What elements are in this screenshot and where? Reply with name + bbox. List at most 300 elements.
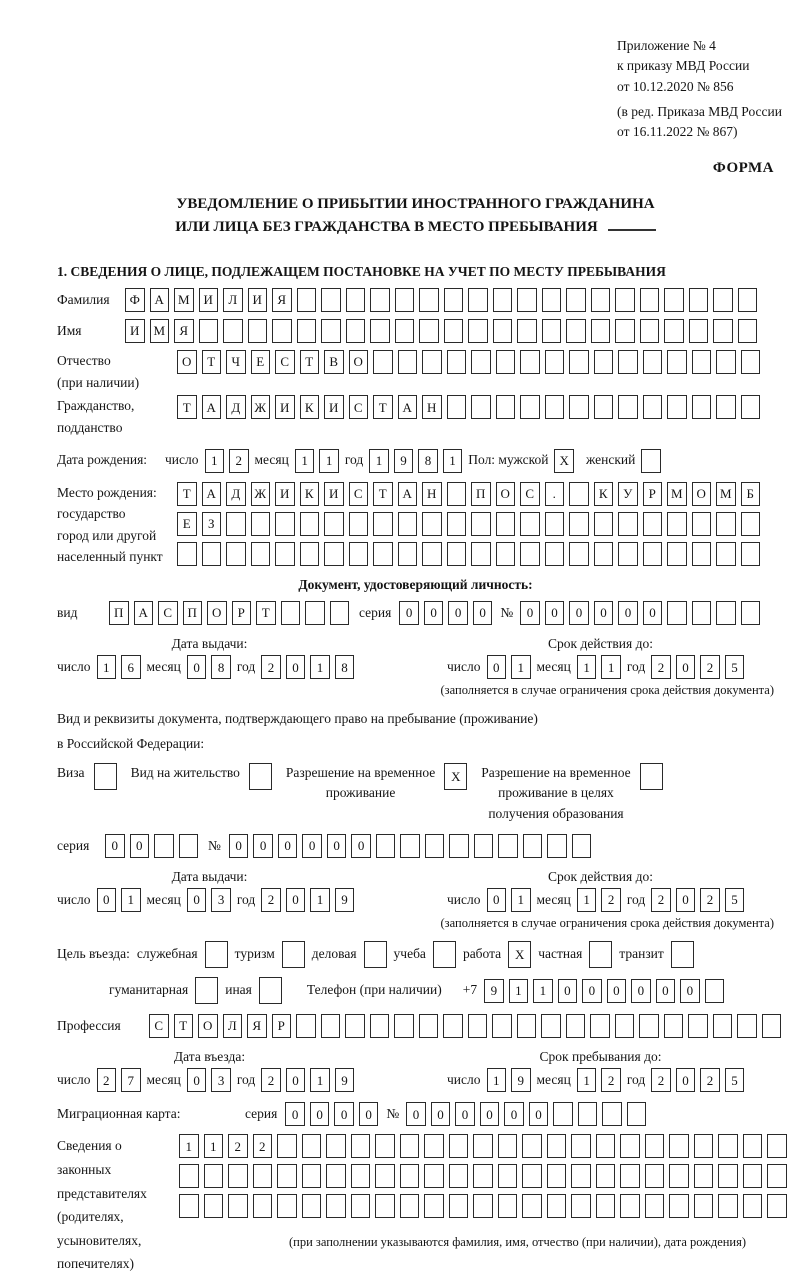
char-cell[interactable] [326,1194,346,1218]
char-cell[interactable]: И [324,395,344,419]
char-cell[interactable]: 9 [335,888,355,912]
char-cell[interactable] [253,1194,273,1218]
char-cell[interactable] [471,512,491,536]
char-cell[interactable] [520,542,540,566]
char-cell[interactable] [738,288,758,312]
char-cell[interactable] [422,542,442,566]
char-cell[interactable] [541,1014,561,1038]
char-cell[interactable]: 1 [205,449,225,473]
char-cell[interactable] [351,1134,371,1158]
char-cell[interactable] [449,1194,469,1218]
char-cell[interactable] [321,1014,341,1038]
char-cell[interactable]: 9 [335,1068,355,1092]
char-cell[interactable] [517,1014,537,1038]
char-cell[interactable] [694,1164,714,1188]
char-cell[interactable]: С [275,350,295,374]
char-cell[interactable]: Р [232,601,252,625]
char-cell[interactable]: 2 [651,888,671,912]
char-cell[interactable]: 2 [97,1068,117,1092]
char-cell[interactable] [204,1164,224,1188]
char-cell[interactable] [300,512,320,536]
char-cell[interactable]: 0 [569,601,589,625]
char-cell[interactable] [618,542,638,566]
char-cell[interactable]: П [183,601,203,625]
char-cell[interactable]: А [202,395,222,419]
char-cell[interactable]: З [202,512,222,536]
char-cell[interactable] [351,1164,371,1188]
char-cell[interactable] [443,1014,463,1038]
char-cell[interactable] [669,1164,689,1188]
char-cell[interactable] [566,288,586,312]
char-cell[interactable] [620,1134,640,1158]
char-cell[interactable] [643,350,663,374]
char-cell[interactable]: Я [174,319,194,343]
char-cell[interactable] [689,288,709,312]
char-cell[interactable]: 0 [487,655,507,679]
char-cell[interactable]: 2 [700,1068,720,1092]
char-cell[interactable]: 0 [399,601,419,625]
char-cell[interactable] [346,288,366,312]
char-cell[interactable] [594,512,614,536]
char-cell[interactable]: В [324,350,344,374]
char-cell[interactable] [627,1102,647,1126]
char-cell[interactable] [424,1164,444,1188]
char-cell[interactable] [664,319,684,343]
char-cell[interactable] [302,1134,322,1158]
char-cell[interactable]: 0 [187,655,207,679]
char-cell[interactable] [370,319,390,343]
char-cell[interactable]: 0 [631,979,651,1003]
char-cell[interactable]: 9 [511,1068,531,1092]
char-cell[interactable] [640,319,660,343]
char-cell[interactable]: 0 [130,834,150,858]
char-cell[interactable] [602,1102,622,1126]
char-cell[interactable]: И [275,482,295,506]
char-cell[interactable] [741,542,761,566]
char-cell[interactable] [300,542,320,566]
char-cell[interactable] [400,834,420,858]
char-cell[interactable] [566,319,586,343]
char-cell[interactable] [547,1134,567,1158]
char-cell[interactable] [297,288,317,312]
char-cell[interactable] [253,1164,273,1188]
char-cell[interactable]: 0 [582,979,602,1003]
char-cell[interactable] [226,512,246,536]
char-cell[interactable]: 0 [643,601,663,625]
char-cell[interactable]: С [349,395,369,419]
char-cell[interactable] [223,319,243,343]
char-cell[interactable]: 0 [351,834,371,858]
char-cell[interactable] [275,542,295,566]
char-cell[interactable] [177,542,197,566]
char-cell[interactable] [228,1194,248,1218]
char-cell[interactable] [496,395,516,419]
char-cell[interactable] [249,763,272,790]
char-cell[interactable] [277,1164,297,1188]
char-cell[interactable] [447,482,467,506]
char-cell[interactable] [737,1014,757,1038]
char-cell[interactable] [743,1164,763,1188]
char-cell[interactable]: С [520,482,540,506]
char-cell[interactable] [594,542,614,566]
char-cell[interactable]: А [202,482,222,506]
char-cell[interactable] [767,1194,787,1218]
char-cell[interactable] [179,834,199,858]
char-cell[interactable]: 2 [228,1134,248,1158]
char-cell[interactable] [471,350,491,374]
char-cell[interactable] [689,319,709,343]
char-cell[interactable]: 1 [310,1068,330,1092]
char-cell[interactable]: 0 [253,834,273,858]
char-cell[interactable]: О [207,601,227,625]
char-cell[interactable] [373,350,393,374]
char-cell[interactable] [640,763,663,790]
char-cell[interactable] [522,1194,542,1218]
char-cell[interactable] [375,1194,395,1218]
char-cell[interactable] [424,1134,444,1158]
char-cell[interactable] [566,1014,586,1038]
char-cell[interactable] [400,1194,420,1218]
char-cell[interactable] [277,1194,297,1218]
char-cell[interactable]: И [125,319,145,343]
char-cell[interactable] [716,512,736,536]
char-cell[interactable] [154,834,174,858]
char-cell[interactable]: 0 [545,601,565,625]
char-cell[interactable] [692,542,712,566]
char-cell[interactable] [596,1164,616,1188]
char-cell[interactable]: О [692,482,712,506]
char-cell[interactable]: О [198,1014,218,1038]
char-cell[interactable]: О [349,350,369,374]
char-cell[interactable]: 0 [187,1068,207,1092]
char-cell[interactable]: 0 [229,834,249,858]
char-cell[interactable]: А [398,395,418,419]
char-cell[interactable]: 0 [448,601,468,625]
char-cell[interactable] [447,542,467,566]
char-cell[interactable]: И [324,482,344,506]
char-cell[interactable] [578,1102,598,1126]
char-cell[interactable] [205,941,228,968]
char-cell[interactable] [743,1134,763,1158]
char-cell[interactable] [419,288,439,312]
char-cell[interactable] [228,1164,248,1188]
char-cell[interactable] [275,512,295,536]
char-cell[interactable]: 0 [286,888,306,912]
char-cell[interactable]: 8 [211,655,231,679]
char-cell[interactable] [493,319,513,343]
char-cell[interactable]: 1 [319,449,339,473]
char-cell[interactable] [694,1134,714,1158]
char-cell[interactable]: Л [223,1014,243,1038]
char-cell[interactable] [547,834,567,858]
char-cell[interactable]: 1 [533,979,553,1003]
char-cell[interactable] [349,542,369,566]
char-cell[interactable] [522,1164,542,1188]
char-cell[interactable]: Н [422,482,442,506]
char-cell[interactable] [591,319,611,343]
char-cell[interactable]: 0 [594,601,614,625]
char-cell[interactable] [251,542,271,566]
char-cell[interactable] [272,319,292,343]
char-cell[interactable]: 1 [511,888,531,912]
char-cell[interactable]: 0 [310,1102,330,1126]
char-cell[interactable] [496,350,516,374]
char-cell[interactable] [669,1194,689,1218]
char-cell[interactable] [375,1164,395,1188]
char-cell[interactable] [713,288,733,312]
char-cell[interactable]: 1 [509,979,529,1003]
char-cell[interactable]: 2 [700,655,720,679]
char-cell[interactable]: П [471,482,491,506]
char-cell[interactable] [204,1194,224,1218]
char-cell[interactable]: 0 [105,834,125,858]
char-cell[interactable] [522,1134,542,1158]
char-cell[interactable]: X [508,941,531,968]
char-cell[interactable] [422,350,442,374]
char-cell[interactable]: 9 [394,449,414,473]
char-cell[interactable] [302,1194,322,1218]
char-cell[interactable]: Н [422,395,442,419]
char-cell[interactable]: Ч [226,350,246,374]
char-cell[interactable]: К [300,395,320,419]
char-cell[interactable]: С [158,601,178,625]
char-cell[interactable]: К [300,482,320,506]
char-cell[interactable] [705,979,725,1003]
char-cell[interactable] [425,834,445,858]
char-cell[interactable]: 0 [529,1102,549,1126]
char-cell[interactable] [743,1194,763,1218]
char-cell[interactable]: 3 [211,888,231,912]
char-cell[interactable] [419,319,439,343]
char-cell[interactable] [620,1194,640,1218]
char-cell[interactable] [716,395,736,419]
char-cell[interactable]: Т [202,350,222,374]
char-cell[interactable] [468,1014,488,1038]
char-cell[interactable]: 0 [504,1102,524,1126]
char-cell[interactable]: 0 [327,834,347,858]
char-cell[interactable]: Т [373,395,393,419]
char-cell[interactable] [762,1014,782,1038]
char-cell[interactable] [351,1194,371,1218]
char-cell[interactable] [449,1134,469,1158]
char-cell[interactable] [321,288,341,312]
char-cell[interactable] [571,1164,591,1188]
char-cell[interactable]: 2 [253,1134,273,1158]
char-cell[interactable] [542,319,562,343]
char-cell[interactable]: Т [174,1014,194,1038]
char-cell[interactable] [667,601,687,625]
char-cell[interactable]: 0 [558,979,578,1003]
char-cell[interactable] [471,542,491,566]
char-cell[interactable]: 5 [725,1068,745,1092]
char-cell[interactable] [496,542,516,566]
char-cell[interactable] [324,512,344,536]
char-cell[interactable] [716,601,736,625]
char-cell[interactable]: 2 [601,888,621,912]
char-cell[interactable] [345,1014,365,1038]
char-cell[interactable] [394,1014,414,1038]
char-cell[interactable] [542,288,562,312]
char-cell[interactable] [667,395,687,419]
char-cell[interactable] [398,512,418,536]
char-cell[interactable]: К [594,482,614,506]
char-cell[interactable] [473,1194,493,1218]
char-cell[interactable] [179,1164,199,1188]
char-cell[interactable]: 0 [334,1102,354,1126]
char-cell[interactable] [667,542,687,566]
char-cell[interactable] [520,350,540,374]
char-cell[interactable]: 2 [651,1068,671,1092]
char-cell[interactable] [639,1014,659,1038]
char-cell[interactable]: Я [247,1014,267,1038]
char-cell[interactable]: 1 [577,888,597,912]
char-cell[interactable] [400,1134,420,1158]
char-cell[interactable] [713,319,733,343]
char-cell[interactable] [620,1164,640,1188]
char-cell[interactable]: 0 [285,1102,305,1126]
char-cell[interactable] [296,1014,316,1038]
char-cell[interactable] [615,288,635,312]
char-cell[interactable] [591,288,611,312]
char-cell[interactable]: О [496,482,516,506]
char-cell[interactable] [716,350,736,374]
char-cell[interactable] [718,1164,738,1188]
char-cell[interactable]: 9 [484,979,504,1003]
char-cell[interactable] [447,512,467,536]
char-cell[interactable]: 0 [480,1102,500,1126]
char-cell[interactable]: Р [272,1014,292,1038]
char-cell[interactable] [330,601,350,625]
char-cell[interactable] [569,350,589,374]
char-cell[interactable] [202,542,222,566]
char-cell[interactable] [251,512,271,536]
char-cell[interactable]: Д [226,482,246,506]
char-cell[interactable] [424,1194,444,1218]
char-cell[interactable] [199,319,219,343]
char-cell[interactable] [259,977,282,1004]
char-cell[interactable]: Ж [251,482,271,506]
char-cell[interactable] [741,601,761,625]
char-cell[interactable] [520,512,540,536]
char-cell[interactable] [433,941,456,968]
char-cell[interactable]: 2 [601,1068,621,1092]
char-cell[interactable] [493,288,513,312]
char-cell[interactable] [277,1134,297,1158]
char-cell[interactable] [713,1014,733,1038]
char-cell[interactable] [615,319,635,343]
char-cell[interactable]: 2 [261,888,281,912]
char-cell[interactable]: 8 [418,449,438,473]
char-cell[interactable] [302,1164,322,1188]
char-cell[interactable]: 0 [676,888,696,912]
char-cell[interactable]: С [149,1014,169,1038]
char-cell[interactable] [496,512,516,536]
char-cell[interactable] [373,512,393,536]
char-cell[interactable]: Т [177,395,197,419]
char-cell[interactable]: 1 [443,449,463,473]
char-cell[interactable] [741,512,761,536]
char-cell[interactable] [395,319,415,343]
char-cell[interactable] [376,834,396,858]
char-cell[interactable]: Е [251,350,271,374]
char-cell[interactable]: Т [256,601,276,625]
char-cell[interactable] [692,395,712,419]
char-cell[interactable]: 0 [359,1102,379,1126]
char-cell[interactable] [364,941,387,968]
char-cell[interactable]: 2 [261,1068,281,1092]
char-cell[interactable]: 0 [656,979,676,1003]
char-cell[interactable] [447,350,467,374]
char-cell[interactable] [498,834,518,858]
char-cell[interactable] [569,395,589,419]
char-cell[interactable]: 1 [97,655,117,679]
char-cell[interactable] [545,542,565,566]
char-cell[interactable]: Ж [251,395,271,419]
char-cell[interactable] [718,1194,738,1218]
char-cell[interactable]: 0 [286,1068,306,1092]
char-cell[interactable]: 1 [179,1134,199,1158]
char-cell[interactable]: 0 [97,888,117,912]
char-cell[interactable]: У [618,482,638,506]
char-cell[interactable]: 0 [406,1102,426,1126]
char-cell[interactable]: 0 [618,601,638,625]
char-cell[interactable]: М [716,482,736,506]
char-cell[interactable]: 1 [295,449,315,473]
char-cell[interactable]: И [199,288,219,312]
char-cell[interactable] [594,395,614,419]
char-cell[interactable] [449,1164,469,1188]
char-cell[interactable] [444,319,464,343]
char-cell[interactable] [195,977,218,1004]
char-cell[interactable]: Т [177,482,197,506]
char-cell[interactable]: 0 [278,834,298,858]
char-cell[interactable] [645,1134,665,1158]
char-cell[interactable] [572,834,592,858]
char-cell[interactable]: 1 [369,449,389,473]
char-cell[interactable] [468,319,488,343]
char-cell[interactable]: 7 [121,1068,141,1092]
char-cell[interactable] [297,319,317,343]
char-cell[interactable] [545,395,565,419]
char-cell[interactable]: Л [223,288,243,312]
char-cell[interactable]: 0 [607,979,627,1003]
char-cell[interactable] [545,350,565,374]
char-cell[interactable]: 0 [455,1102,475,1126]
char-cell[interactable] [523,834,543,858]
char-cell[interactable] [664,1014,684,1038]
char-cell[interactable] [589,941,612,968]
char-cell[interactable] [718,1134,738,1158]
char-cell[interactable] [447,395,467,419]
char-cell[interactable] [594,350,614,374]
char-cell[interactable] [370,288,390,312]
char-cell[interactable] [370,1014,390,1038]
char-cell[interactable] [398,542,418,566]
char-cell[interactable]: 0 [187,888,207,912]
char-cell[interactable]: 0 [431,1102,451,1126]
char-cell[interactable] [553,1102,573,1126]
char-cell[interactable] [545,512,565,536]
char-cell[interactable] [326,1134,346,1158]
char-cell[interactable] [571,1134,591,1158]
char-cell[interactable] [590,1014,610,1038]
char-cell[interactable]: 2 [229,449,249,473]
char-cell[interactable]: Е [177,512,197,536]
char-cell[interactable]: Т [373,482,393,506]
char-cell[interactable]: 1 [310,655,330,679]
char-cell[interactable] [468,288,488,312]
char-cell[interactable] [692,350,712,374]
